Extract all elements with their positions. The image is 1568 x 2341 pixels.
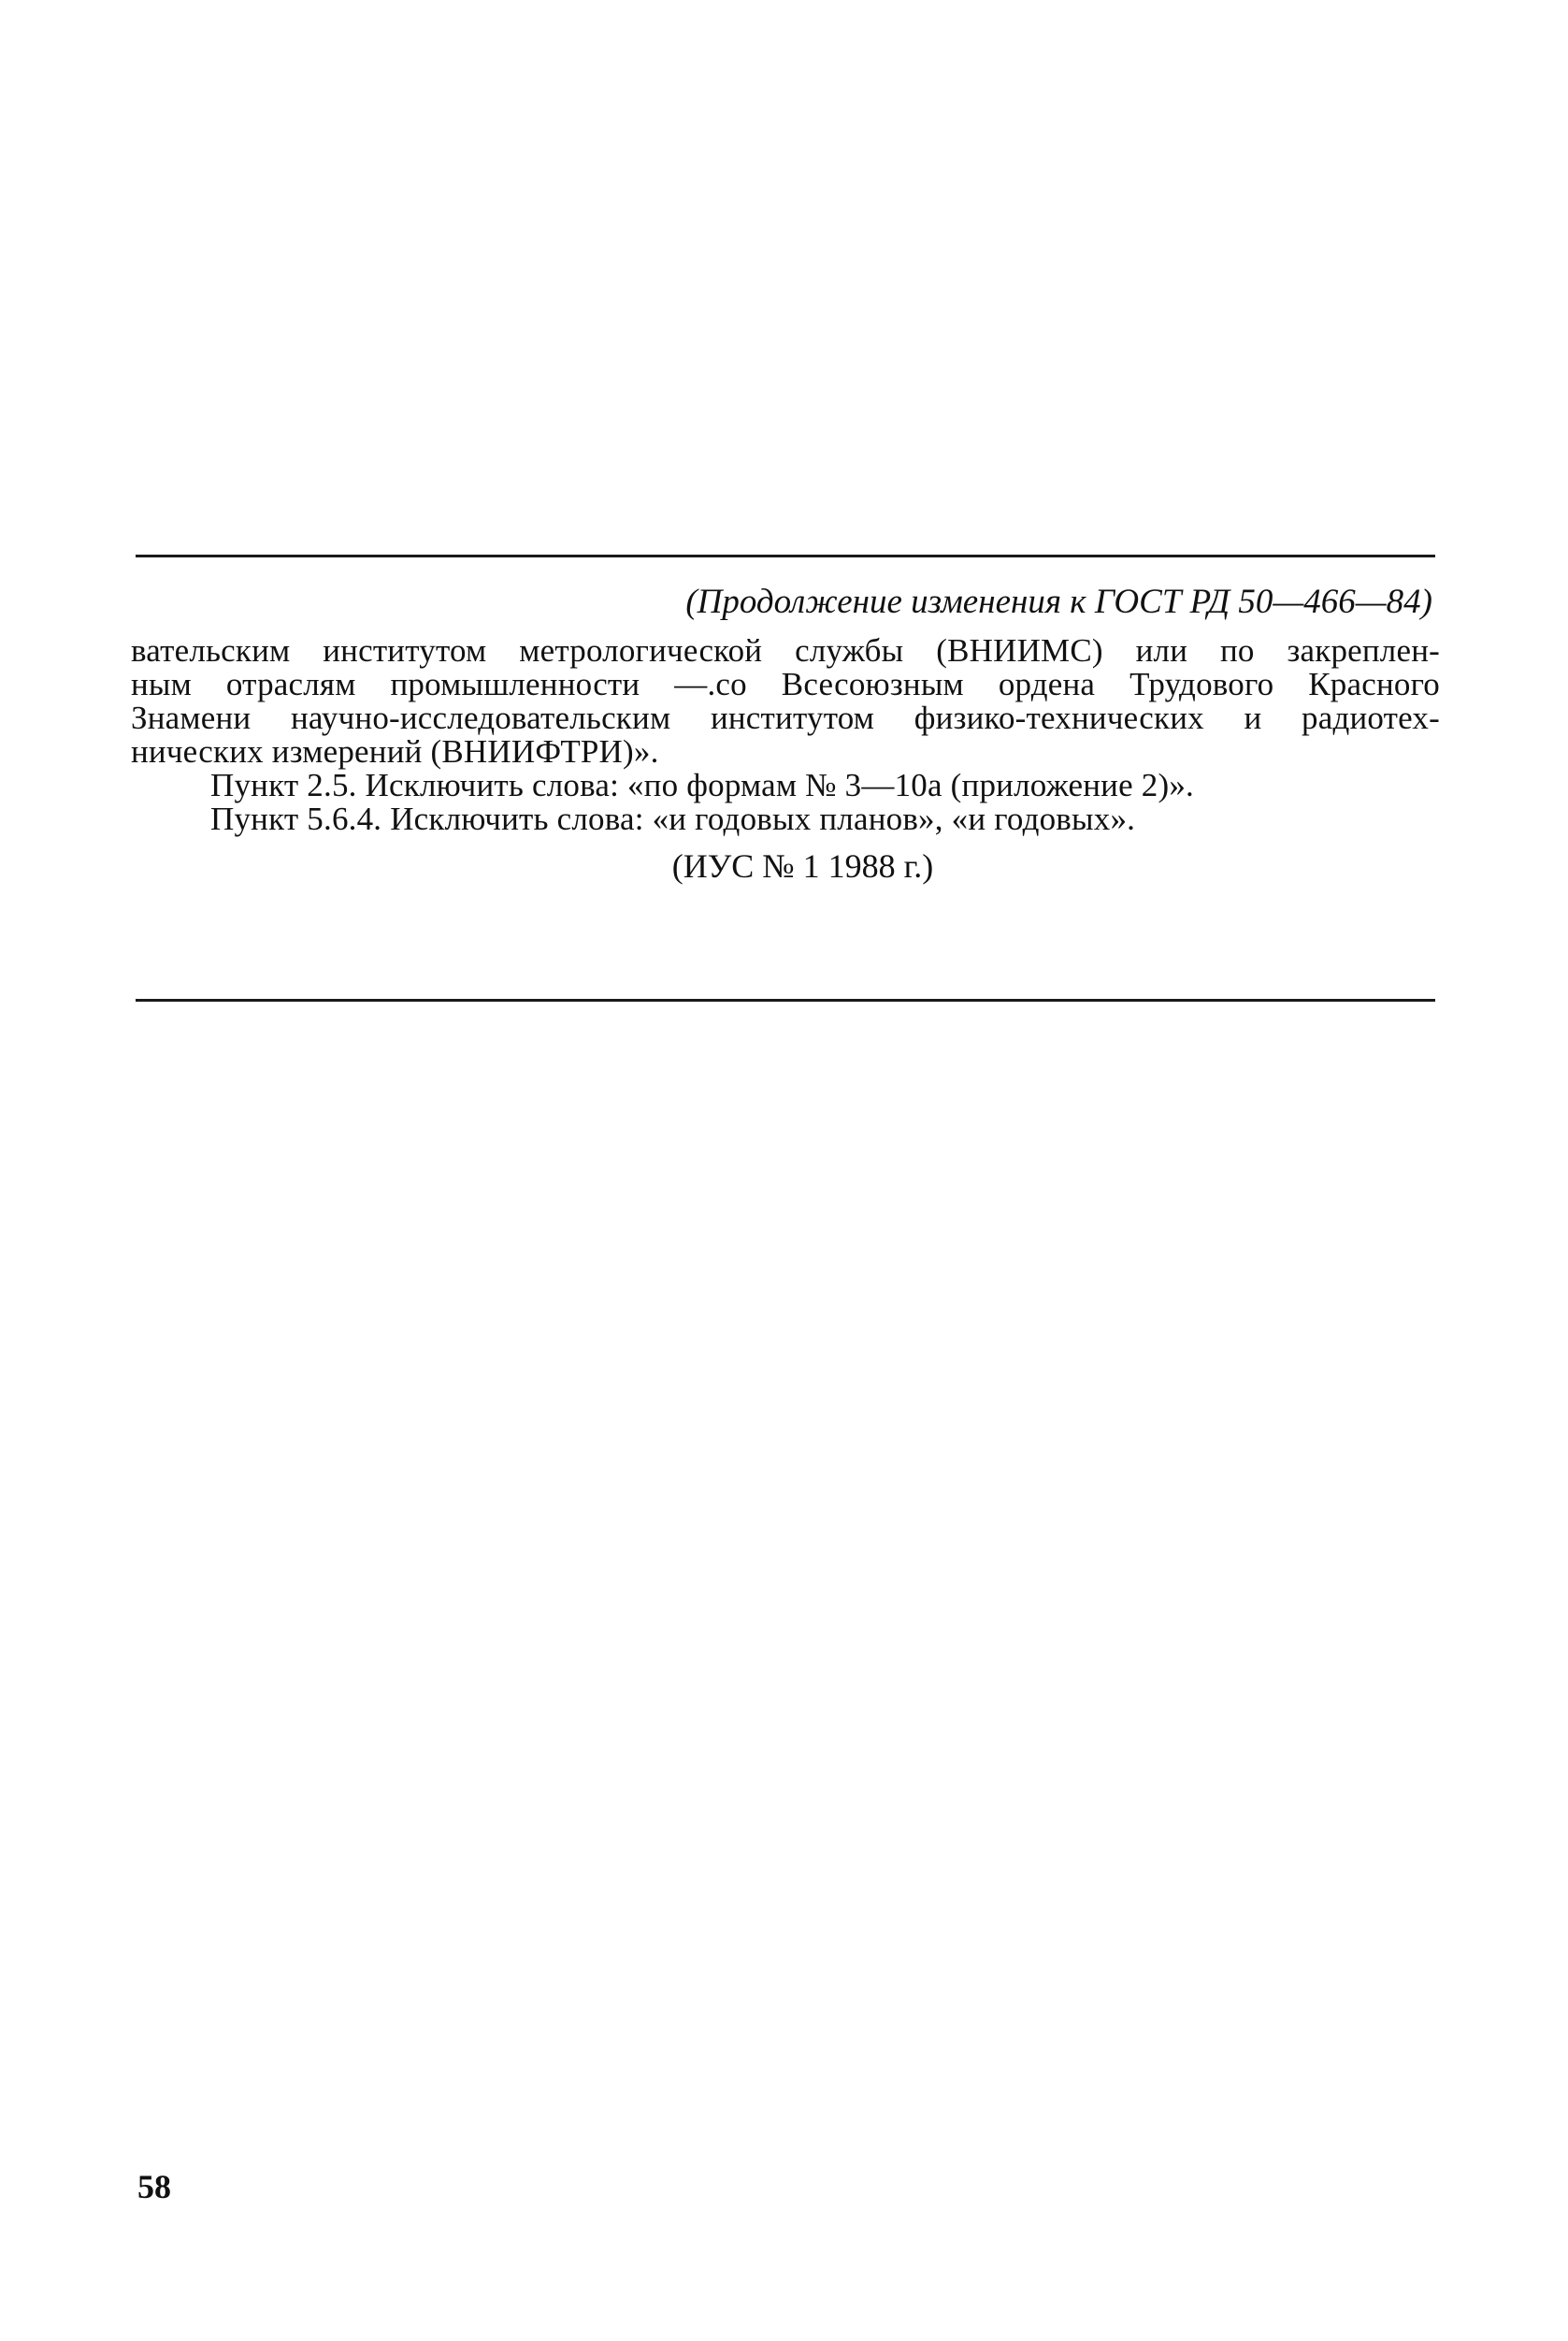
amendment-text [131, 634, 1440, 836]
paragraph-point-5-6-4: Пункт 5.6.4. Исключить слова: «и годовых планов», «и годовых». [210, 801, 1136, 837]
source-reference: (ИУС № 1 1988 г.) [671, 847, 934, 885]
body-line: ным отраслям промышленности —.со Всесоюзным ордена Трудового Красного [131, 666, 1440, 702]
continuation-header: (Продолжение изменения к ГОСТ РД 50—466—84) [685, 583, 1432, 621]
body-line: Знамени научно-исследовательским институтом физико-технических и радиотех- [131, 700, 1440, 736]
bottom-rule [136, 999, 1435, 1002]
paragraph-point-2-5: Пункт 2.5. Исключить слова: «по формам № 3—10а (приложение 2)». [210, 767, 1194, 803]
body-line: нических измерений (ВНИИФТРИ)». [131, 733, 659, 770]
page-number: 58 [137, 2168, 171, 2205]
body-line: вательским институтом метрологической службы (ВНИИМС) или по закреплен- [131, 632, 1440, 669]
top-rule [136, 555, 1435, 557]
